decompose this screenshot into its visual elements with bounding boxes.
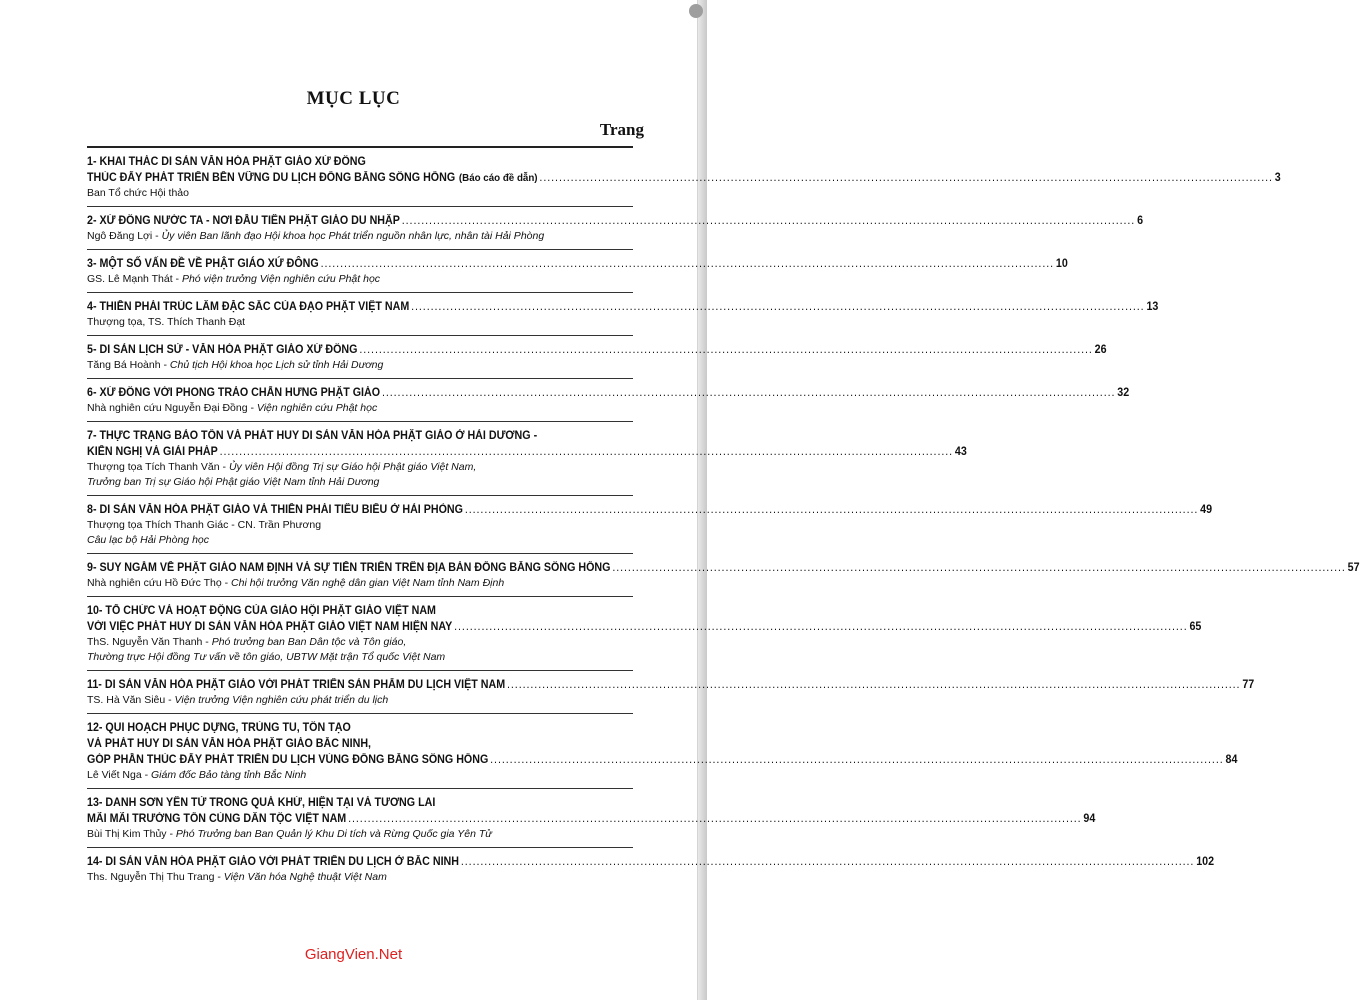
toc-entry-author <box>87 870 633 885</box>
toc-page-number: 102 <box>1196 856 1215 868</box>
toc-entry-title: MÃI MÃI TRƯỜNG TỒN CÙNG DÂN TỘC VIỆT NAM <box>87 813 347 825</box>
toc-page-number: 94 <box>1083 813 1096 825</box>
toc-entry-title: 4- THIỀN PHÁI TRÚC LÂM ĐẶC SẮC CỦA ĐẠO PHẬT VIỆT NAM <box>87 301 410 313</box>
author-name: Ban Tổ chức Hội thảo <box>87 187 189 199</box>
author-role: Thường trực Hội đồng Tư vấn về tôn giáo, UBTW Mặt trận Tổ quốc Việt Nam <box>87 651 446 663</box>
toc-entry-title-line <box>87 385 1130 401</box>
toc-entry-author <box>87 315 633 330</box>
toc-entry-author <box>87 650 633 665</box>
toc-entry-title-line <box>87 752 1238 768</box>
toc-entry[interactable] <box>87 597 1202 671</box>
toc-entry-title-line <box>87 502 1213 518</box>
toc-entry-title: 8- DI SẢN VĂN HÓA PHẬT GIÁO VÀ THIỀN PHÁI TIÊU BIỂU Ở HẢI PHÒNG <box>87 504 463 516</box>
toc-entry[interactable] <box>87 496 1213 554</box>
author-name: Ngô Đăng Lợi - <box>87 230 162 242</box>
toc-page-number: 84 <box>1225 754 1238 766</box>
dot-leader <box>321 256 1054 272</box>
toc-entry-title: VỚI VIỆC PHÁT HUY DI SẢN VĂN HÓA PHẬT GIÁO VIỆT NAM HIỆN NAY <box>87 621 453 633</box>
toc-entry-author <box>87 460 633 475</box>
toc-entry-author <box>87 272 633 287</box>
toc-entry-title: 13- DANH SƠN YÊN TỬ TRONG QUÁ KHỨ, HIỆN TẠI VÀ TƯƠNG LAI <box>87 797 436 809</box>
toc-entry-title: 11- DI SẢN VĂN HÓA PHẬT GIÁO VỚI PHÁT TRIỂN SẢN PHẨM DU LỊCH VIỆT NAM <box>87 679 506 691</box>
author-name: Nhà nghiên cứu Hồ Đức Thọ - <box>87 577 232 589</box>
table-of-contents <box>87 146 1360 890</box>
author-role: Phó Trưởng ban Ban Quản lý Khu Di tích và Rừng Quốc gia Yên Tử <box>175 828 492 840</box>
toc-page-number: 65 <box>1189 621 1202 633</box>
dot-leader <box>411 299 1144 315</box>
toc-entry-author <box>87 518 633 533</box>
toc-entry-author <box>87 827 633 842</box>
author-name: Lê Viết Nga - <box>87 769 152 781</box>
toc-entry-author <box>87 635 633 650</box>
toc-entry-title: 7- THỰC TRẠNG BẢO TỒN VÀ PHÁT HUY DI SẢN VĂN HÓA PHẬT GIÁO Ở HẢI DƯƠNG - <box>87 430 538 442</box>
toc-entry-title: 2- XỨ ĐÔNG NƯỚC TA - NƠI ĐẦU TIÊN PHẬT GIÁO DU NHẬP <box>87 215 400 227</box>
toc-entry[interactable] <box>87 422 967 496</box>
toc-entry-title-line <box>87 213 1144 229</box>
toc-entry-title-line <box>87 560 1360 576</box>
author-role: Chủ tịch Hội khoa học Lịch sử tỉnh Hải Dương <box>169 359 384 371</box>
toc-entry-author <box>87 693 633 708</box>
toc-entry-title-line <box>87 736 633 752</box>
dot-leader <box>465 502 1198 518</box>
toc-entry-title: KIẾN NGHỊ VÀ GIẢI PHÁP <box>87 446 218 458</box>
toc-entry-title-line <box>87 299 1159 315</box>
author-name: GS. Lê Mạnh Thát - <box>87 273 182 285</box>
toc-entry-title: 6- XỨ ĐÔNG VỚI PHONG TRÀO CHẤN HƯNG PHẬT GIÁO <box>87 387 381 399</box>
toc-entry-author <box>87 475 633 490</box>
corner-mark <box>689 4 703 18</box>
toc-entry-title-line <box>87 811 1096 827</box>
toc-entry-author <box>87 229 633 244</box>
author-name: TS. Hà Văn Siêu - <box>87 694 175 706</box>
toc-page-number: 3 <box>1274 172 1281 184</box>
toc-entry[interactable] <box>87 336 1107 379</box>
dot-leader <box>382 385 1115 401</box>
author-role: Phó trưởng ban Ban Dân tộc và Tôn giáo, <box>211 636 407 648</box>
page-column-label: Trang <box>599 120 644 139</box>
author-role: Viện Văn hóa Nghệ thuật Việt Nam <box>223 871 387 883</box>
toc-entry-author <box>87 401 633 416</box>
toc-entry-title-line <box>87 444 967 460</box>
toc-entry-author <box>87 358 633 373</box>
toc-entry-author <box>87 768 633 783</box>
author-name: Tăng Bá Hoành - <box>87 359 170 371</box>
dot-leader <box>220 444 953 460</box>
author-name: Thượng tọa Tích Thanh Văn - <box>87 461 229 473</box>
toc-page-number: 43 <box>954 446 967 458</box>
toc-page-number: 26 <box>1094 344 1107 356</box>
toc-entry-title: THÚC ĐẨY PHÁT TRIỂN BỀN VỮNG DU LỊCH ĐỒNG BẰNG SÔNG HỒNG <box>87 172 456 184</box>
toc-page-number: 10 <box>1055 258 1068 270</box>
dot-leader <box>507 677 1240 693</box>
toc-entry[interactable] <box>87 714 1238 789</box>
author-role: Trưởng ban Trị sự Giáo hội Phật giáo Việt Nam tỉnh Hải Dương <box>87 476 380 488</box>
author-role: Viện nghiên cứu Phật học <box>256 402 378 414</box>
toc-entry[interactable] <box>87 848 1215 890</box>
toc-entry[interactable] <box>87 146 1281 207</box>
toc-entry-title: 12- QUI HOẠCH PHỤC DỰNG, TRÙNG TU, TÔN TẠO <box>87 722 351 734</box>
toc-page-number: 13 <box>1146 301 1159 313</box>
dot-leader <box>539 170 1272 186</box>
dot-leader <box>454 619 1187 635</box>
toc-entry-title-line <box>87 256 1068 272</box>
author-name: Ths. Nguyễn Thị Thu Trang - <box>87 871 224 883</box>
dot-leader <box>402 213 1135 229</box>
author-name: Thượng tọa, TS. Thích Thanh Đạt <box>87 316 246 328</box>
toc-entry-title: 5- DI SẢN LỊCH SỬ - VĂN HÓA PHẬT GIÁO XỨ ĐÔNG <box>87 344 358 356</box>
toc-entry-author <box>87 186 633 201</box>
toc-entry[interactable] <box>87 379 1130 422</box>
author-name: Nhà nghiên cứu Nguyễn Đại Đồng - <box>87 402 257 414</box>
toc-entry-title-line <box>87 428 633 444</box>
toc-entry-title: VÀ PHÁT HUY DI SẢN VĂN HÓA PHẬT GIÁO BẮC NINH, <box>87 738 372 750</box>
toc-entry-title: GÓP PHẦN THÚC ĐẨY PHÁT TRIỂN DU LỊCH VÙNG ĐỒNG BẰNG SÔNG HỒNG <box>87 754 489 766</box>
author-role: Phó viện trưởng Viện nghiên cứu Phật học <box>181 273 381 285</box>
toc-entry-title: 9- SUY NGẪM VỀ PHẬT GIÁO NAM ĐỊNH VÀ SỰ TIẾN TRIỂN TRÊN ĐỊA BÀN ĐỒNG BẰNG SÔNG HỒNG <box>87 562 611 574</box>
toc-entry-title-line <box>87 619 1202 635</box>
toc-page-number: 6 <box>1137 215 1144 227</box>
toc-page-number: 57 <box>1347 562 1360 574</box>
page-edge <box>697 0 707 1000</box>
toc-entry[interactable] <box>87 250 1068 293</box>
toc-entry-title-line <box>87 795 633 811</box>
author-name: Thượng tọa Thích Thanh Giác - CN. Trần Phương <box>87 519 322 531</box>
toc-entry-title-line <box>87 854 1215 870</box>
dot-leader <box>348 811 1081 827</box>
toc-entry-title-line <box>87 720 633 736</box>
author-name: ThS. Nguyễn Văn Thanh - <box>87 636 212 648</box>
toc-entry-title-line <box>87 154 633 170</box>
toc-entry-title: 1- KHAI THÁC DI SẢN VĂN HÓA PHẬT GIÁO XỨ ĐÔNG <box>87 156 366 168</box>
author-role: Chi hội trưởng Văn nghệ dân gian Việt Nam tỉnh Nam Định <box>231 577 505 589</box>
dot-leader <box>490 752 1223 768</box>
dot-leader <box>461 854 1194 870</box>
toc-entry[interactable] <box>87 293 1159 336</box>
toc-entry-author <box>87 533 633 548</box>
page-title: MỤC LỤC <box>306 88 401 109</box>
watermark-footer[interactable]: GiangVien.Net <box>304 946 403 963</box>
toc-entry[interactable] <box>87 671 1255 714</box>
toc-page-number: 32 <box>1117 387 1130 399</box>
author-role: Viện trưởng Viện nghiên cứu phát triển du lịch <box>174 694 389 706</box>
toc-page-number: 77 <box>1242 679 1255 691</box>
toc-entry-title-line <box>87 342 1107 358</box>
toc-entry[interactable] <box>87 554 1360 597</box>
toc-page-number: 49 <box>1200 504 1213 516</box>
dot-leader <box>612 560 1345 576</box>
author-name: Bùi Thị Kim Thủy - <box>87 828 176 840</box>
toc-entry[interactable] <box>87 207 1144 250</box>
toc-entry-title: 10- TỔ CHỨC VÀ HOẠT ĐỘNG CỦA GIÁO HỘI PHẬT GIÁO VIỆT NAM <box>87 605 436 617</box>
toc-entry[interactable] <box>87 789 1096 848</box>
toc-entry-note: (Báo cáo đề dẫn) <box>458 172 538 184</box>
toc-entry-title: 14- DI SẢN VĂN HÓA PHẬT GIÁO VỚI PHÁT TRIỂN DU LỊCH Ở BẮC NINH <box>87 856 459 868</box>
author-role: Ủy viên Hội đồng Trị sự Giáo hội Phật giáo Việt Nam, <box>228 461 477 473</box>
toc-entry-author <box>87 576 633 591</box>
dot-leader <box>359 342 1092 358</box>
toc-entry-title-line <box>87 603 633 619</box>
author-role: Giám đốc Bảo tàng tỉnh Bắc Ninh <box>151 769 307 781</box>
toc-entry-title: 3- MỘT SỐ VẤN ĐỀ VỀ PHẬT GIÁO XỨ ĐÔNG <box>87 258 319 270</box>
author-role: Câu lạc bộ Hải Phòng học <box>87 534 209 546</box>
toc-entry-title-line <box>87 170 1281 186</box>
toc-entry-title-line <box>87 677 1255 693</box>
author-role: Ủy viên Ban lãnh đạo Hội khoa học Phát triển nguồn nhân lực, nhân tài Hải Phòng <box>161 230 545 242</box>
